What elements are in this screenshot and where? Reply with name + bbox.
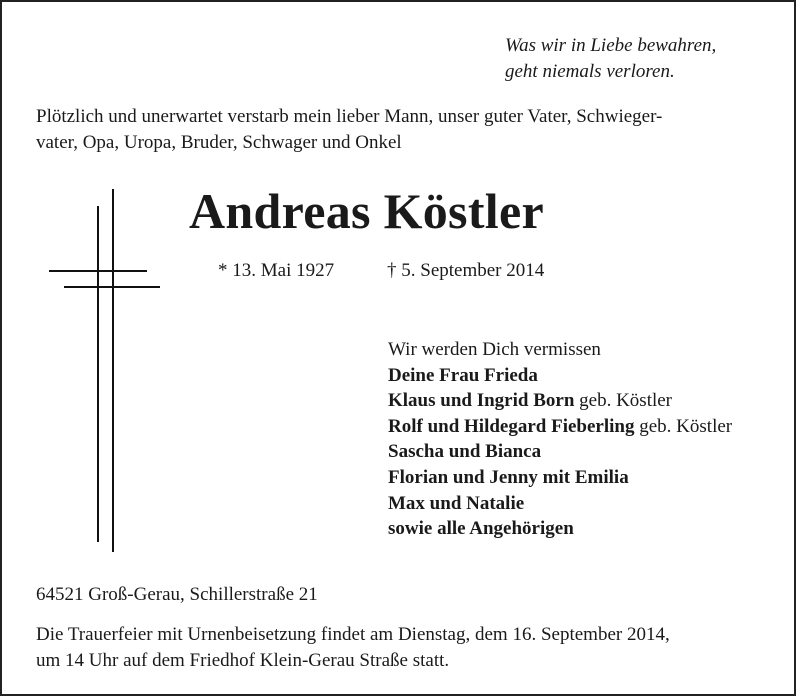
mourner-row [388,491,732,517]
announcement-line-2: vater, Opa, Uropa, Bruder, Schwager und Onkel [36,132,402,153]
mourner-note: geb. Köstler [574,390,673,412]
mourner-name: Sascha und Bianca [388,441,542,463]
service-line-1: Die Trauerfeier mit Urnenbeisetzung findet am Dienstag, dem 16. September 2014, [36,624,670,645]
mourner-name: Deine Frau Frieda [388,364,538,386]
home-address: 64521 Groß-Gerau, Schillerstraße 21 [36,584,318,605]
service-line-2: um 14 Uhr auf dem Friedhof Klein-Gerau Straße statt. [36,650,450,671]
mourner-row [388,465,732,491]
mourner-name: Florian und Jenny mit Emilia [388,466,629,488]
epigraph-quote [505,33,716,85]
mourners-heading: Wir werden Dich vermissen [388,339,601,360]
mourner-name: Klaus und Ingrid Born [388,390,575,412]
mourner-row [388,439,732,465]
mourner-name: sowie alle Angehörigen [388,518,574,540]
mourner-note: geb. Köstler [634,415,733,437]
announcement-line-1: Plötzlich und unerwartet verstarb mein lieber Mann, unser guter Vater, Schwieger- [36,106,663,127]
mourner-name: Max und Natalie [388,492,525,514]
funeral-service-info [36,622,670,674]
mourner-name: Rolf und Hildegard Fieberling [388,415,635,437]
mourner-row [388,516,732,542]
quote-line-2: geht niemals verloren. [505,61,675,82]
deceased-name: Andreas Köstler [189,183,544,239]
mourners-list [388,337,732,542]
death-date: † 5. September 2014 [387,260,545,281]
mourner-row [388,363,732,389]
quote-line-1: Was wir in Liebe bewahren, [505,35,717,56]
announcement-text [36,104,662,156]
mourner-row [388,414,732,440]
birth-date: * 13. Mai 1927 [218,260,335,281]
mourner-row [388,388,732,414]
